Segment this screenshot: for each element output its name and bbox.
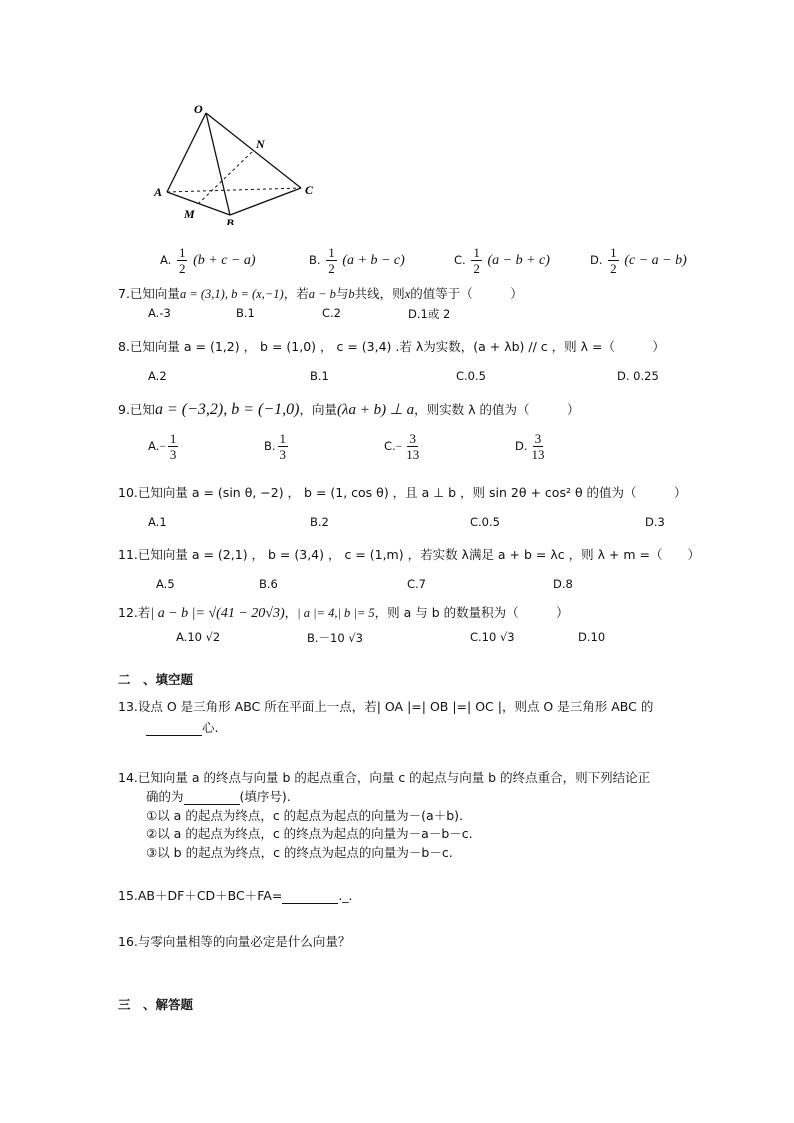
q12-option-a: A.10 √2: [176, 630, 221, 644]
q10-option-c: C.0.5: [470, 515, 500, 529]
q12-option-d: D.10: [578, 630, 606, 644]
edge-AC-hidden: [167, 188, 301, 192]
q8-option-c: C.0.5: [456, 369, 486, 383]
label-C: C: [305, 183, 314, 197]
q15-answer-blank[interactable]: [282, 891, 338, 904]
label-N: N: [256, 137, 265, 151]
q6-option-a: A. $\frac{1}{2}$ (b + c − a): [160, 245, 256, 276]
q16-question: 16.与零向量相等的向量必定是什么向量？: [118, 934, 351, 949]
section-answer-heading: 三 、解答题: [118, 997, 194, 1012]
q6-c-expr: (a − b + c): [487, 253, 550, 268]
label-A: A: [154, 185, 163, 199]
q12-option-b: B.－10 √3: [307, 631, 363, 645]
q14-line2: 确的为 (填序号).: [146, 789, 291, 804]
edge-OC: [206, 113, 301, 188]
q11-option-d: D.8: [553, 577, 573, 591]
label-O: O: [194, 102, 203, 116]
edge-BC: [230, 188, 301, 215]
q9-option-c: C.− $\frac{3}{13}$: [384, 431, 420, 462]
q10-option-a: A.1: [148, 515, 167, 529]
q7-option-b: B.1: [236, 306, 255, 320]
label-B: B: [226, 216, 235, 225]
q7-option-d: D.1或 2: [408, 307, 451, 321]
q9-option-b: B. $\frac{1}{3}$: [264, 431, 287, 462]
q7-option-c: C.2: [322, 306, 342, 320]
q10-option-d: D.3: [645, 515, 665, 529]
q9-option-d: D. $\frac{3}{13}$: [515, 431, 545, 462]
q13-line1: 13.设点 O 是三角形 ABC 所在平面上一点，若| OA |=| OB |=| OC |，则点 O 是三角形 ABC 的: [118, 699, 654, 714]
tetrahedron-diagram: [148, 100, 323, 225]
q8-option-d: D. 0.25: [617, 369, 659, 383]
q14-line1: 14.已知向量 a 的终点与向量 b 的起点重合，向量 c 的起点与向量 b 的终点重合，则下列结论正: [118, 770, 651, 785]
q9-question: 9.已知a = (−3,2), b = (−1,0)，向量(λa + b) ⊥ a，则实数 λ 的值为（ ）: [118, 401, 580, 418]
q13-line2: 心.: [146, 718, 218, 736]
q8-option-a: A.2: [148, 369, 167, 383]
q6-d-expr: (c − a − b): [624, 253, 687, 268]
section-fill-in-heading: 二 、填空题: [118, 672, 194, 687]
q11-question: 11.已知向量 a = (2,1) ， b = (3,4) ， c = (1,m) ，若实数 λ满足 a + b = λc ，则 λ + m =（ ）: [118, 547, 701, 562]
q9-option-a: A.− $\frac{1}{3}$: [148, 431, 177, 462]
q8-question: 8.已知向量 a = (1,2) ， b = (1,0) ， c = (3,4) .若 λ为实数，(a + λb) // c ，则 λ =（ ）: [118, 339, 665, 354]
edge-OA: [167, 113, 206, 192]
q11-option-b: B.6: [259, 577, 278, 591]
q11-option-c: C.7: [407, 577, 427, 591]
q15-question: 15.AB＋DF＋CD＋BC＋FA= ._.: [118, 888, 353, 903]
q12-question: 12.若| a − b |= √(41 − 20√3)，| a |= 4,| b |= 5，则 a 与 b 的数量积为（ ）: [118, 605, 569, 621]
label-M: M: [184, 207, 195, 221]
q14-item-3: ③以 b 的起点为终点，c 的终点为起点的向量为－b－c.: [146, 845, 453, 860]
q7-question: 7.已知向量a = (3,1), b = (x,−1)，若a − b与b共线，则x的值等于（ ）: [118, 286, 523, 301]
q6-b-expr: (a + b − c): [342, 253, 405, 268]
q10-question: 10.已知向量 a = (sin θ, −2) ， b = (1, cos θ) ，且 a ⊥ b ，则 sin 2θ + cos² θ 的值为（ ）: [118, 485, 687, 500]
q8-option-b: B.1: [310, 369, 329, 383]
q7-option-a: A.-3: [148, 306, 171, 320]
q6-option-b: B. $\frac{1}{2}$ (a + b − c): [309, 245, 405, 276]
q12-option-c: C.10 √3: [470, 630, 515, 644]
q10-option-b: B.2: [310, 515, 329, 529]
q11-option-a: A.5: [156, 577, 175, 591]
tetrahedron-figure: [148, 100, 323, 225]
q6-a-expr: (b + c − a): [193, 253, 256, 268]
q14-item-2: ②以 a 的起点为终点，c 的终点为起点的向量为－a－b－c.: [146, 826, 473, 841]
q14-item-1: ①以 a 的起点为终点，c 的起点为起点的向量为－(a＋b).: [146, 808, 463, 823]
q14-answer-blank[interactable]: [184, 792, 240, 805]
q6-option-d: D. $\frac{1}{2}$ (c − a − b): [590, 245, 687, 276]
q6-option-c: C. $\frac{1}{2}$ (a − b + c): [454, 245, 550, 276]
q13-answer-blank[interactable]: [146, 723, 202, 736]
